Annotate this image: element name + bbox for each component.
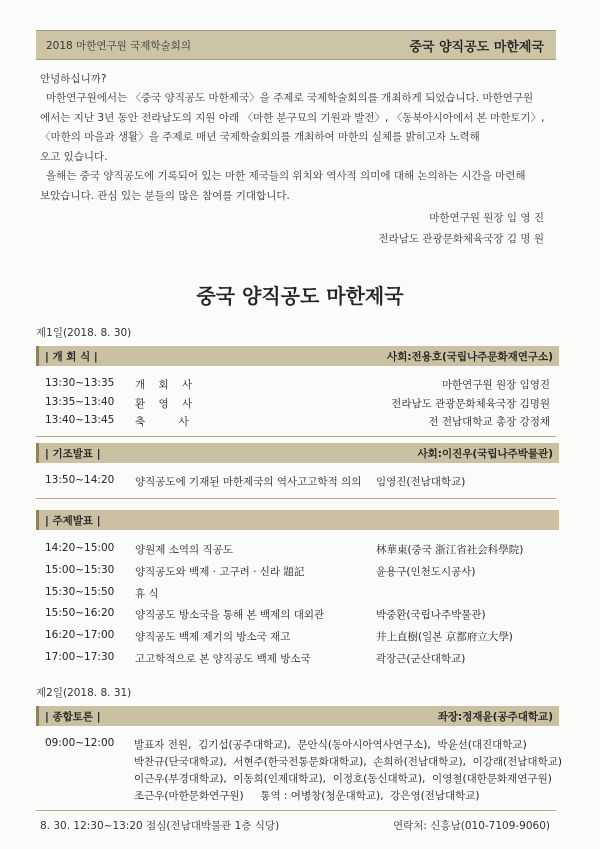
section-label: | 주제발표 | bbox=[45, 515, 101, 527]
section-chair: 사회:전용호(국립나주문화재연구소) bbox=[387, 351, 553, 363]
row-speaker: 전라남도 관광문화체육국장 김명원 bbox=[391, 398, 550, 410]
row-time: 13:40~13:45 bbox=[45, 414, 115, 426]
day1-label: 제1일(2018. 8. 30) bbox=[36, 327, 132, 339]
row-speaker: 林華東(중국 浙江省社会科學院) bbox=[376, 544, 524, 556]
signature-director: 마한연구원 원장 임 영 진 bbox=[429, 212, 544, 224]
row-title: 양직공도에 기재된 마한제국의 역사고고학적 의의 bbox=[135, 476, 362, 488]
row-time: 17:00~17:30 bbox=[45, 651, 115, 663]
section-label: | 종합토론 | bbox=[45, 711, 101, 723]
row-title: 축 사 bbox=[135, 416, 189, 428]
row-title: 환 영 사 bbox=[135, 398, 193, 410]
row-speaker: 박중환(국립나주박물관) bbox=[376, 609, 486, 621]
section-label: | 기조발표 | bbox=[45, 448, 101, 460]
row-time: 15:00~15:30 bbox=[45, 564, 115, 576]
footer-lunch: 8. 30. 12:30~13:20 점심(전남대박물관 1층 식당) bbox=[40, 820, 280, 832]
row-time: 16:20~17:00 bbox=[45, 629, 115, 641]
section-panel bbox=[36, 706, 559, 726]
row-title: 개 회 사 bbox=[135, 379, 193, 391]
section-chair: 좌장:정재윤(공주대학교) bbox=[437, 711, 553, 723]
row-time: 14:20~15:00 bbox=[45, 542, 115, 554]
intro-line: 〈마한의 마을과 생활〉을 주제로 매년 국제학술회의를 개최하여 마한의 실체를 밝히고자 노력해 bbox=[40, 131, 480, 143]
intro-line: 에서는 지난 3년 동안 전라남도의 지원 아래 〈마한 분구묘의 기원과 발전〉, 〈동북아시아에서 본 마한토기〉, bbox=[40, 112, 545, 124]
section-opening bbox=[36, 346, 559, 366]
divider bbox=[36, 436, 556, 437]
row-title: 양직공도 백제 제기의 방소국 재고 bbox=[135, 631, 291, 643]
section-chair: 사회:이진우(국립나주박물관) bbox=[417, 448, 553, 460]
header-right: 중국 양직공도 마한제국 bbox=[409, 40, 544, 55]
row-title: 양직공도 방소국을 통해 본 백제의 대외관 bbox=[135, 609, 325, 621]
header-left: 2018 마한연구원 국제학술회의 bbox=[46, 40, 191, 52]
panel-line: 박찬규(단국대학교), 서현주(한국전통문화대학교), 손희하(전남대학교), 이강래(전남대학교) bbox=[134, 756, 562, 768]
row-title: 휴 식 bbox=[135, 588, 159, 600]
panel-line: 조근우(마한문화연구원) 통역 : 여병창(청운대학교), 강은영(전남대학교) bbox=[134, 790, 480, 802]
row-time: 13:30~13:35 bbox=[45, 377, 115, 389]
row-title: 양원제 소역의 직공도 bbox=[135, 544, 233, 556]
signature-official: 전라남도 관광문화체육국장 김 명 원 bbox=[378, 233, 544, 245]
intro-line: 보았습니다. 관심 있는 분들의 많은 참여를 기대합니다. bbox=[40, 190, 290, 202]
row-speaker: 곽장근(군산대학교) bbox=[376, 653, 466, 665]
row-speaker: 井上直樹(일본 京都府立大學) bbox=[376, 631, 513, 643]
divider bbox=[36, 810, 556, 811]
intro-line: 안녕하십니까? bbox=[40, 73, 107, 85]
divider bbox=[36, 498, 556, 499]
row-speaker: 전 전남대학교 총장 강정채 bbox=[428, 416, 550, 428]
section-keynote bbox=[36, 443, 559, 463]
footer-contact: 연락처: 신흥남(010-7109-9060) bbox=[393, 820, 550, 832]
intro-line: 올해는 중국 양직공도에 기록되어 있는 마한 제국들의 위치와 역사적 의미에 대해 논의하는 시간을 마련해 bbox=[46, 170, 526, 182]
intro-line: 마한연구원에서는 〈중국 양직공도 마한제국〉을 주제로 국제학술회의를 개최하게 되었습니다. 마한연구원 bbox=[46, 92, 534, 104]
section-topics bbox=[36, 510, 559, 530]
row-time: 13:35~13:40 bbox=[45, 396, 115, 408]
day2-label: 제2일(2018. 8. 31) bbox=[36, 687, 132, 699]
row-title: 양직공도와 백제 · 고구려 · 신라 題記 bbox=[135, 566, 305, 578]
row-speaker: 마한연구원 원장 임영진 bbox=[441, 379, 550, 391]
header-bar bbox=[36, 30, 556, 60]
row-time: 15:30~15:50 bbox=[45, 586, 115, 598]
row-time: 15:50~16:20 bbox=[45, 607, 115, 619]
row-speaker: 윤용구(인천도시공사) bbox=[376, 566, 476, 578]
panel-line: 발표자 전원, 김기섭(공주대학교), 문안식(동아시아역사연구소), 박윤선(대진대학교) bbox=[134, 739, 527, 751]
section-label: | 개 회 식 | bbox=[45, 351, 98, 363]
row-time: 09:00~12:00 bbox=[45, 737, 115, 749]
intro-line: 오고 있습니다. bbox=[40, 151, 108, 163]
panel-line: 이근우(부경대학교), 이동희(인제대학교), 이정호(동신대학교), 이영철(대한문화재연구원) bbox=[134, 773, 552, 785]
row-time: 13:50~14:20 bbox=[45, 474, 115, 486]
row-title: 고고학적으로 본 양직공도 백제 방소국 bbox=[135, 653, 311, 665]
program-title: 중국 양직공도 마한제국 bbox=[196, 284, 404, 308]
row-speaker: 임영진(전남대학교) bbox=[376, 476, 466, 488]
